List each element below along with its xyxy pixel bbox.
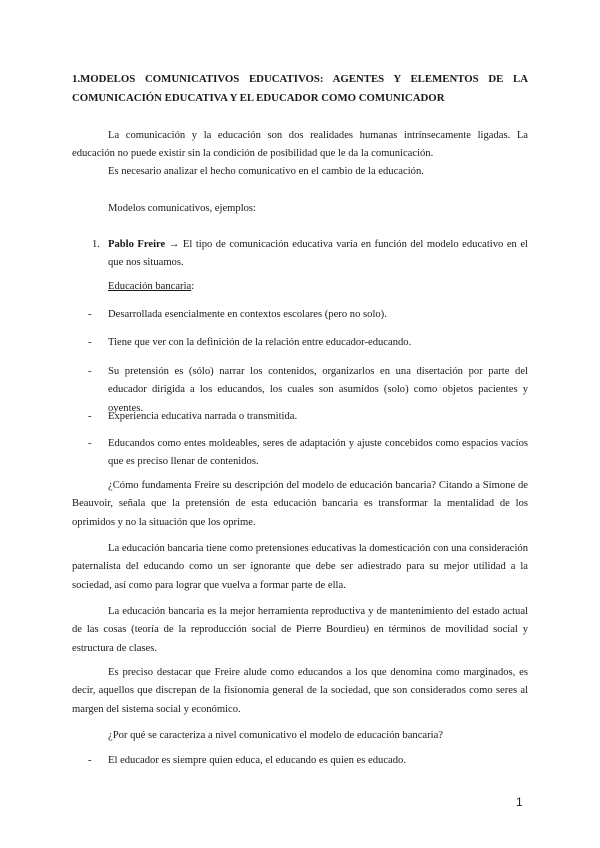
list-number: 1. [92, 239, 100, 250]
arrow-icon: → [168, 239, 180, 250]
list-item: - Tiene que ver con la definición de la relación entre educador-educando. [88, 337, 412, 348]
numbered-item [92, 236, 528, 273]
paragraph: Es preciso destacar que Freire alude como educandos a los que denomina como marginados, es decir, aquellos que discrepan de la fisionomía general de la sociedad, que son considerados como seres al margen del sistema social y económico. [72, 667, 528, 715]
list-item: - Educandos como entes moldeables, seres de adaptación y ajuste concebidos como espacios vacíos que es preciso llenar de contenidos. [88, 438, 528, 468]
list-item: - El educador es siempre quien educa, el educando es quien es educado. [88, 755, 406, 766]
list-item: - Su pretensión es (sólo) narrar los contenidos, organizarlos en una disertación por parte del educador dirigida a los educandos, los cuales son asumidos (solo) como objetos pacientes y oyentes. [88, 366, 528, 414]
author-name: Pablo Freire [108, 239, 166, 250]
subheading: Educación bancaria: [108, 281, 195, 292]
paragraph: La comunicación y la educación son dos realidades humanas intrínsecamente ligadas. La educación no puede existir sin la condición de posibilidad que le da la comunicación. [72, 130, 528, 160]
section-title: 1.MODELOS COMUNICATIVOS EDUCATIVOS: AGENTES Y ELEMENTOS DE LA COMUNICACIÓN EDUCATIVA Y EL EDUCADOR COMO COMUNICADOR [72, 73, 528, 104]
paragraph: ¿Cómo fundamenta Freire su descripción del modelo de educación bancaria? Citando a Simone de Beauvoir, señala que la pretensión de esta educación bancaria es transformar la mentalidad de los oprimidos y no la situación que los oprime. [72, 480, 528, 528]
list-item: - Desarrollada esencialmente en contextos escolares (pero no solo). [88, 309, 387, 320]
paragraph: Modelos comunicativos, ejemplos: [108, 203, 256, 214]
paragraph: ¿Por qué se caracteriza a nivel comunicativo el modelo de educación bancaria? [108, 730, 444, 741]
page-number: 1 [516, 795, 523, 809]
paragraph: La educación bancaria tiene como pretensiones educativas la domesticación con una consideración paternalista del educando como un ser ignorante que debe ser adiestrado para su mejor utilidad a la sociedad, así como para lograr que vuelva a formar parte de ella. [72, 543, 528, 591]
list-item: - Experiencia educativa narrada o transmitida. [88, 411, 298, 422]
paragraph: Es necesario analizar el hecho comunicativo en el cambio de la educación. [108, 166, 424, 177]
item-text: El tipo de comunicación educativa varía en función del modelo educativo en el que nos situamos. [108, 239, 529, 269]
paragraph: La educación bancaria es la mejor herramienta reproductiva y de mantenimiento del estado actual de las cosas (teoría de la reproducción social de Pierre Bourdieu) en términos de movilidad social y estructura de clases. [72, 606, 528, 654]
